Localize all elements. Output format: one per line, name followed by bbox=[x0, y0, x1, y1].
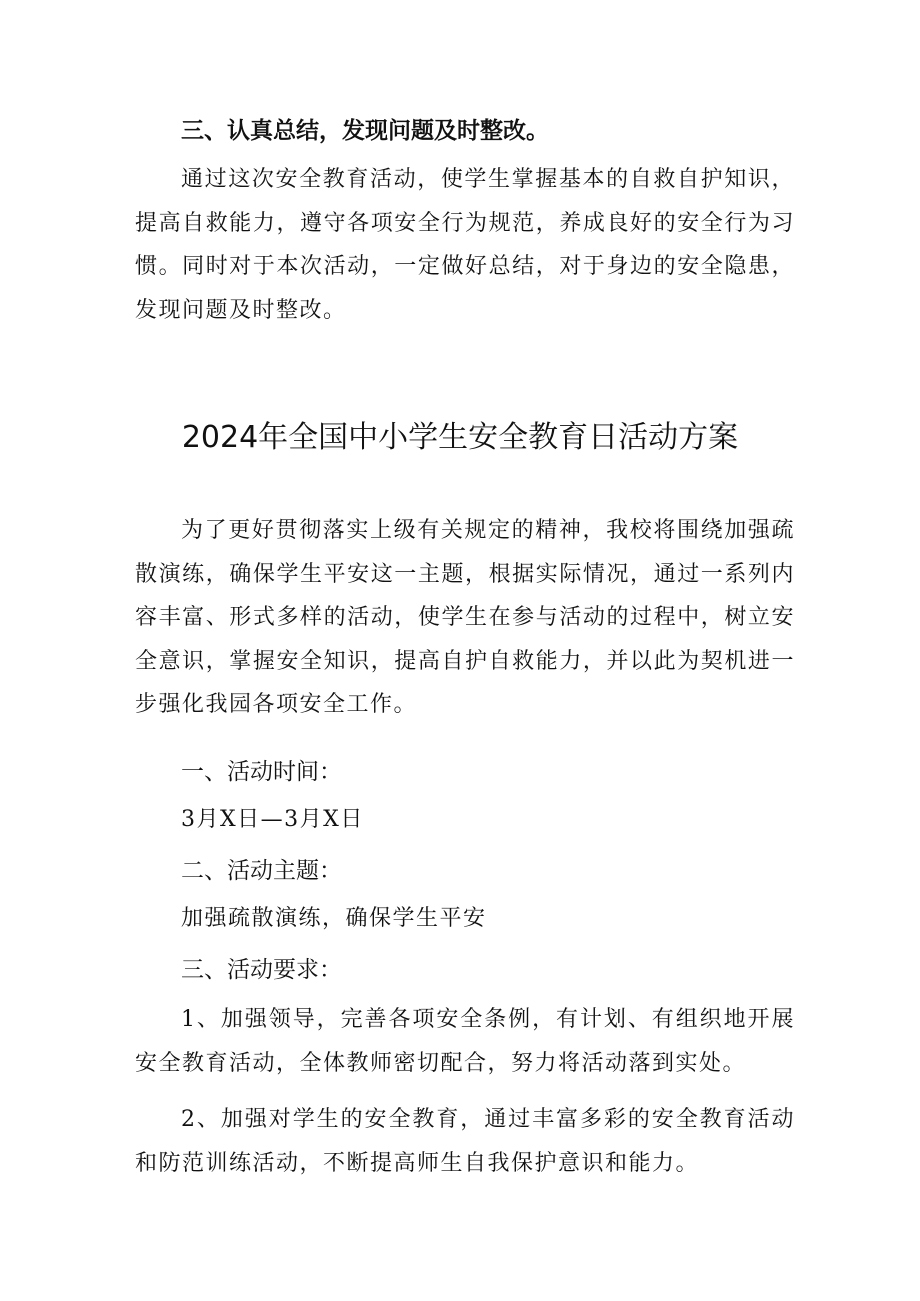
intro-paragraph: 为了更好贯彻落实上级有关规定的精神，我校将围绕加强疏散演练，确保学生平安这一主题，根据实际情况，通过一系列内容丰富、形式多样的活动，使学生在参与活动的过程中，树立安全意识，掌握安全知识，提高自护自救能力，并以此为契机进一步强化我园各项安全工作。 bbox=[135, 518, 795, 717]
activity-theme-value: 加强疏散演练，确保学生平安 bbox=[181, 906, 487, 931]
activity-time-heading: 一、活动时间： bbox=[181, 759, 342, 785]
activity-requirements-heading: 三、活动要求： bbox=[181, 957, 342, 983]
requirement-item-2: 2、加强对学生的安全教育，通过丰富多彩的安全教育活动和防范训练活动，不断提高师生自我保护意识和能力。 bbox=[135, 1107, 795, 1176]
requirement-item-1: 1、加强领导，完善各项安全条例，有计划、有组织地开展安全教育活动，全体教师密切配合，努力将活动落到实处。 bbox=[135, 1007, 795, 1076]
section-heading-summary: 三、认真总结，发现问题及时整改。 bbox=[181, 118, 549, 144]
activity-theme-heading: 二、活动主题： bbox=[181, 858, 342, 884]
section-paragraph-summary: 通过这次安全教育活动，使学生掌握基本的自救自护知识，提高自救能力，遵守各项安全行为规范，养成良好的安全行为习惯。同时对于本次活动，一定做好总结，对于身边的安全隐患，发现问题及时整改。 bbox=[135, 167, 795, 323]
activity-time-value: 3月X日—3月X日 bbox=[181, 807, 364, 832]
document-title: 2024年全国中小学生安全教育日活动方案 bbox=[181, 420, 739, 455]
